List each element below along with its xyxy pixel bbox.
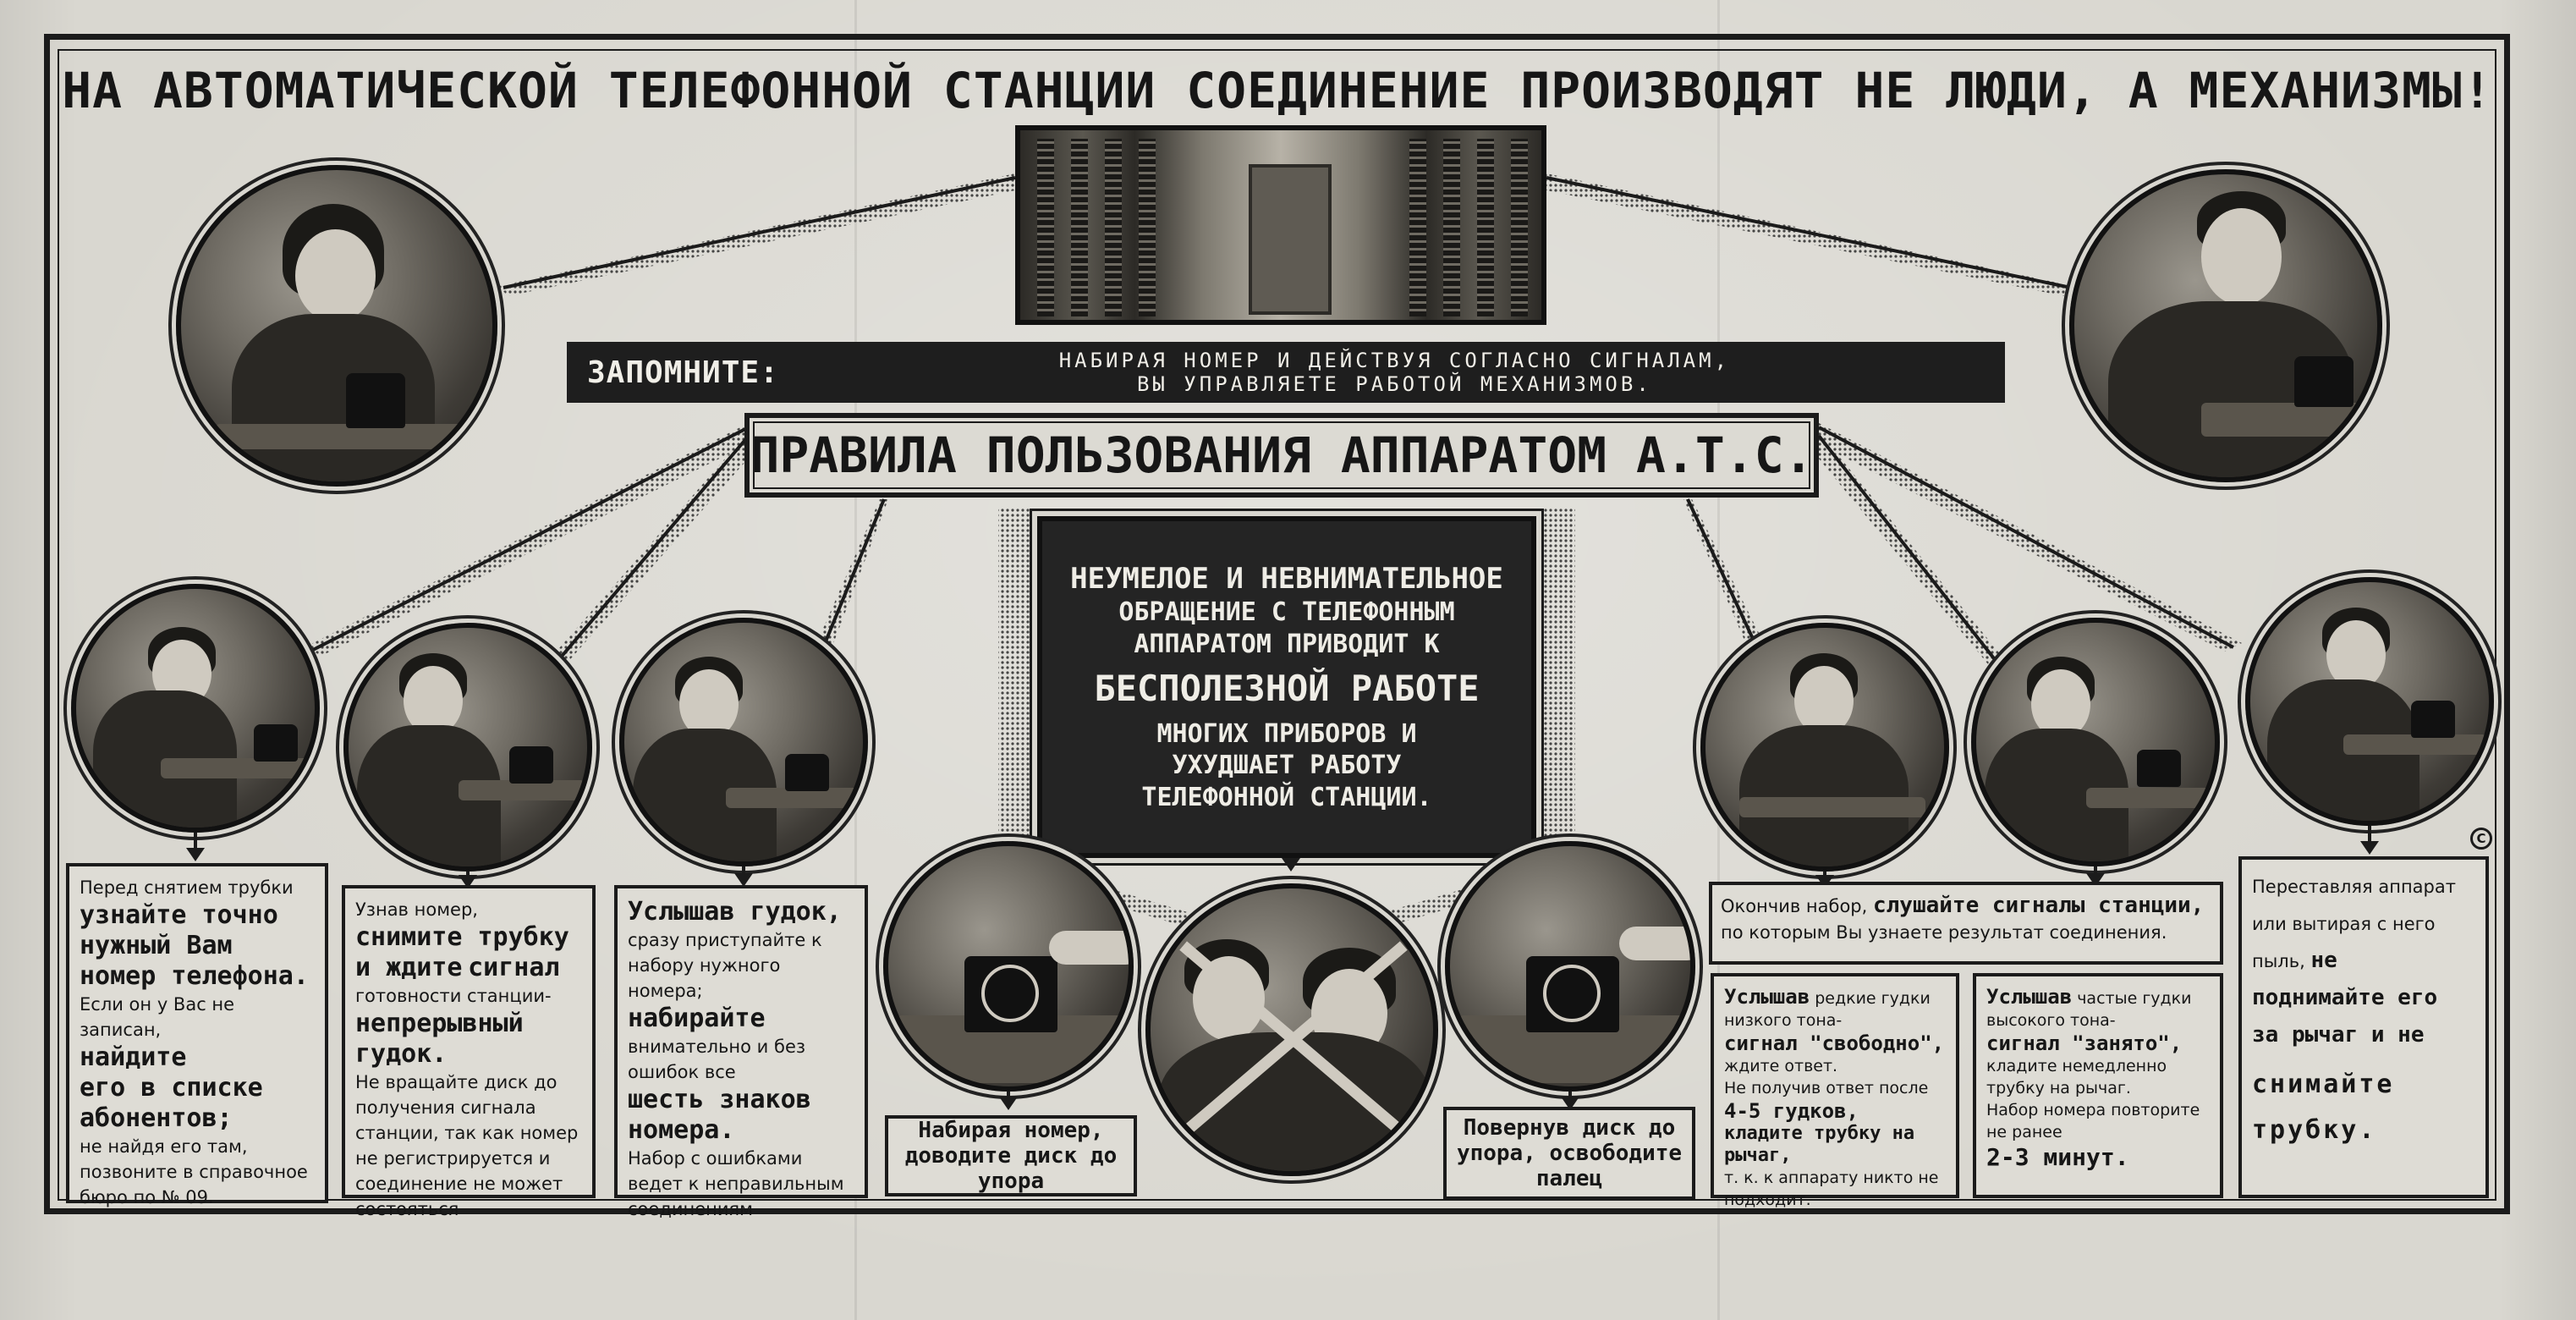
rule-emphasis: 2-3 минут. (1986, 1143, 2129, 1171)
rule-text: готовности станции- (355, 986, 552, 1006)
photo-release-finger (1445, 841, 1695, 1092)
rule-emphasis: абонентов; (80, 1103, 233, 1133)
remember-line-1: НАБИРАЯ НОМЕР И ДЕЙСТВУЯ СОГЛАСНО СИГНАЛАМ, (1058, 349, 1731, 372)
warning-line: НЕУМЕЛОЕ И НЕВНИМАТЕЛЬНОЕ (1070, 561, 1503, 596)
rule-emphasis: Услышав (1986, 985, 2073, 1009)
rule-box-6 (1709, 882, 2223, 965)
rule-emphasis: сигнал "занято", (1986, 1031, 2183, 1055)
rule-emphasis: сигнал "свободно", (1724, 1031, 1945, 1055)
rule-emphasis: снимите трубку (355, 922, 569, 952)
connector-stem (2368, 826, 2371, 843)
photo-dial-to-stop (883, 841, 1134, 1092)
remember-label: ЗАПОМНИТЕ: (587, 355, 779, 390)
rule-box-3 (614, 885, 868, 1219)
rule-text: Не вращайте диск до получения сигнала станции, так как номер не регистрируется и соединение не может состояться (355, 1072, 579, 1219)
rule-box-4: Набирая номер, доводите диск до упора (885, 1115, 1137, 1196)
warning-line: ОБРАЩЕНИЕ С ТЕЛЕФОННЫМ (1118, 597, 1455, 628)
rule-text: Окончив набор, (1721, 896, 1868, 916)
rule-emphasis: и ждите (355, 953, 463, 982)
arrow-down-icon (2360, 841, 2379, 855)
warning-line: ТЕЛЕФОННОЙ СТАНЦИИ. (1141, 782, 1432, 812)
arrow-down-icon (186, 848, 205, 861)
rule-emphasis: сигнал (468, 953, 560, 982)
photo-step-2-lift-handset (343, 623, 592, 872)
warning-emphasis: БЕСПОЛЕЗНОЙ РАБОТЕ (1094, 668, 1480, 710)
rule-text: Если он у Вас не записан, (80, 994, 235, 1040)
rule-text: кладите немедленно трубку на рычаг. (1986, 1057, 2167, 1097)
photo-woman-phone (176, 165, 497, 487)
arrow-down-icon (1282, 858, 1300, 872)
rule-box-8 (1973, 973, 2223, 1198)
rule-emphasis: непрерывный гудок. (355, 1009, 524, 1069)
photo-step-9-moving-set (2245, 577, 2494, 826)
rule-emphasis: шесть знаков номера. (628, 1085, 811, 1145)
rule-text: сразу приступайте к набору нужного номера; (628, 930, 822, 1001)
photo-wrong-usage (1145, 883, 1438, 1176)
remember-line-2: ВЫ УПРАВЛЯЕТЕ РАБОТОЙ МЕХАНИЗМОВ. (1136, 372, 1652, 396)
rule-box-7 (1711, 973, 1959, 1209)
poster-headline: НА АВТОМАТИЧЕСКОЙ ТЕЛЕФОННОЙ СТАНЦИИ СОЕДИНЕНИЕ ПРОИЗВОДЯТ НЕ ЛЮДИ, А МЕХАНИЗМЫ! (62, 62, 2493, 119)
rule-box-9 (2238, 856, 2489, 1198)
rule-box-2 (342, 885, 596, 1219)
warning-line: АППАРАТОМ ПРИВОДИТ К (1134, 629, 1440, 659)
rule-text: Переставляя аппарат (2252, 877, 2456, 897)
rules-title: ПРАВИЛА ПОЛЬЗОВАНИЯ АППАРАТОМ А.Т.С. (744, 413, 1819, 498)
rule-text: ждите ответ. (1724, 1057, 1838, 1075)
rule-emphasis: нужный Вам (80, 931, 233, 960)
rule-text: Набор номера повторите не ранее (1986, 1101, 2200, 1141)
rule-text: Не получив ответ после (1724, 1079, 1929, 1097)
arrow-down-icon (999, 1097, 1018, 1110)
rule-emphasis: номер телефона. (80, 961, 309, 991)
photo-step-7-8-signals (1971, 618, 2220, 866)
rule-emphasis: 4-5 гудков, (1724, 1099, 1859, 1123)
rule-box-1 (66, 863, 328, 1207)
rule-box-5: Повернув диск до упора, освободите палец (1443, 1107, 1695, 1200)
warning-line: УХУДШАЕТ РАБОТУ (1172, 751, 1402, 781)
photo-step-3-dial-tone (619, 618, 868, 866)
rule-emphasis: Услышав (1724, 985, 1810, 1009)
rule-text: внимательно и без ошибок все (628, 1037, 806, 1082)
remember-text (805, 349, 1985, 396)
rule-text: по которым Вы узнаете результат соединения. (1721, 922, 2167, 943)
rule-text: Перед снятием трубки (80, 877, 294, 898)
warning-panel (1037, 516, 1536, 858)
photo-step-6-listen (1700, 623, 1949, 872)
rule-emphasis: его в списке (80, 1073, 263, 1103)
rule-emphasis: набирайте (628, 1004, 766, 1033)
rule-text: редкие гудки низкого тона- (1724, 989, 1931, 1030)
photo-man-phone (2069, 169, 2382, 482)
rule-emphasis: узнайте точно (80, 900, 278, 930)
rule-emphasis: трубку. (2252, 1115, 2377, 1145)
rule-text: т. к. к аппарату никто не подходит. (1724, 1169, 1939, 1209)
rule-emphasis: снимайте (2252, 1070, 2395, 1099)
remember-banner (567, 342, 2005, 403)
rule-emphasis: не поднимайте его за рычаг и не (2252, 948, 2438, 1048)
rule-text: не найдя его там, позвоните в справочное бюро по № 09. (80, 1136, 308, 1207)
connector-stem (194, 833, 197, 850)
rule-emphasis: кладите трубку на рычаг, (1724, 1123, 1915, 1166)
rule-text: или вытирая с него (2252, 914, 2436, 934)
warning-line: МНОГИХ ПРИБОРОВ И (1156, 718, 1417, 749)
photo-step-1-phonebook (71, 584, 320, 833)
rule-text: Набор с ошибками ведет к неправильным соединениям (628, 1148, 844, 1219)
rule-emphasis: слушайте сигналы станции, (1873, 893, 2205, 918)
rule-emphasis: найдите (80, 1042, 187, 1072)
rule-text: частые гудки высокого тона- (1986, 989, 2192, 1030)
rule-text: пыль, (2252, 951, 2305, 971)
copyright-mark: C (2470, 828, 2492, 850)
rule-text: Узнав номер, (355, 899, 478, 920)
photo-exchange-hall (1015, 125, 1546, 325)
rule-emphasis: Услышав гудок, (628, 897, 842, 927)
